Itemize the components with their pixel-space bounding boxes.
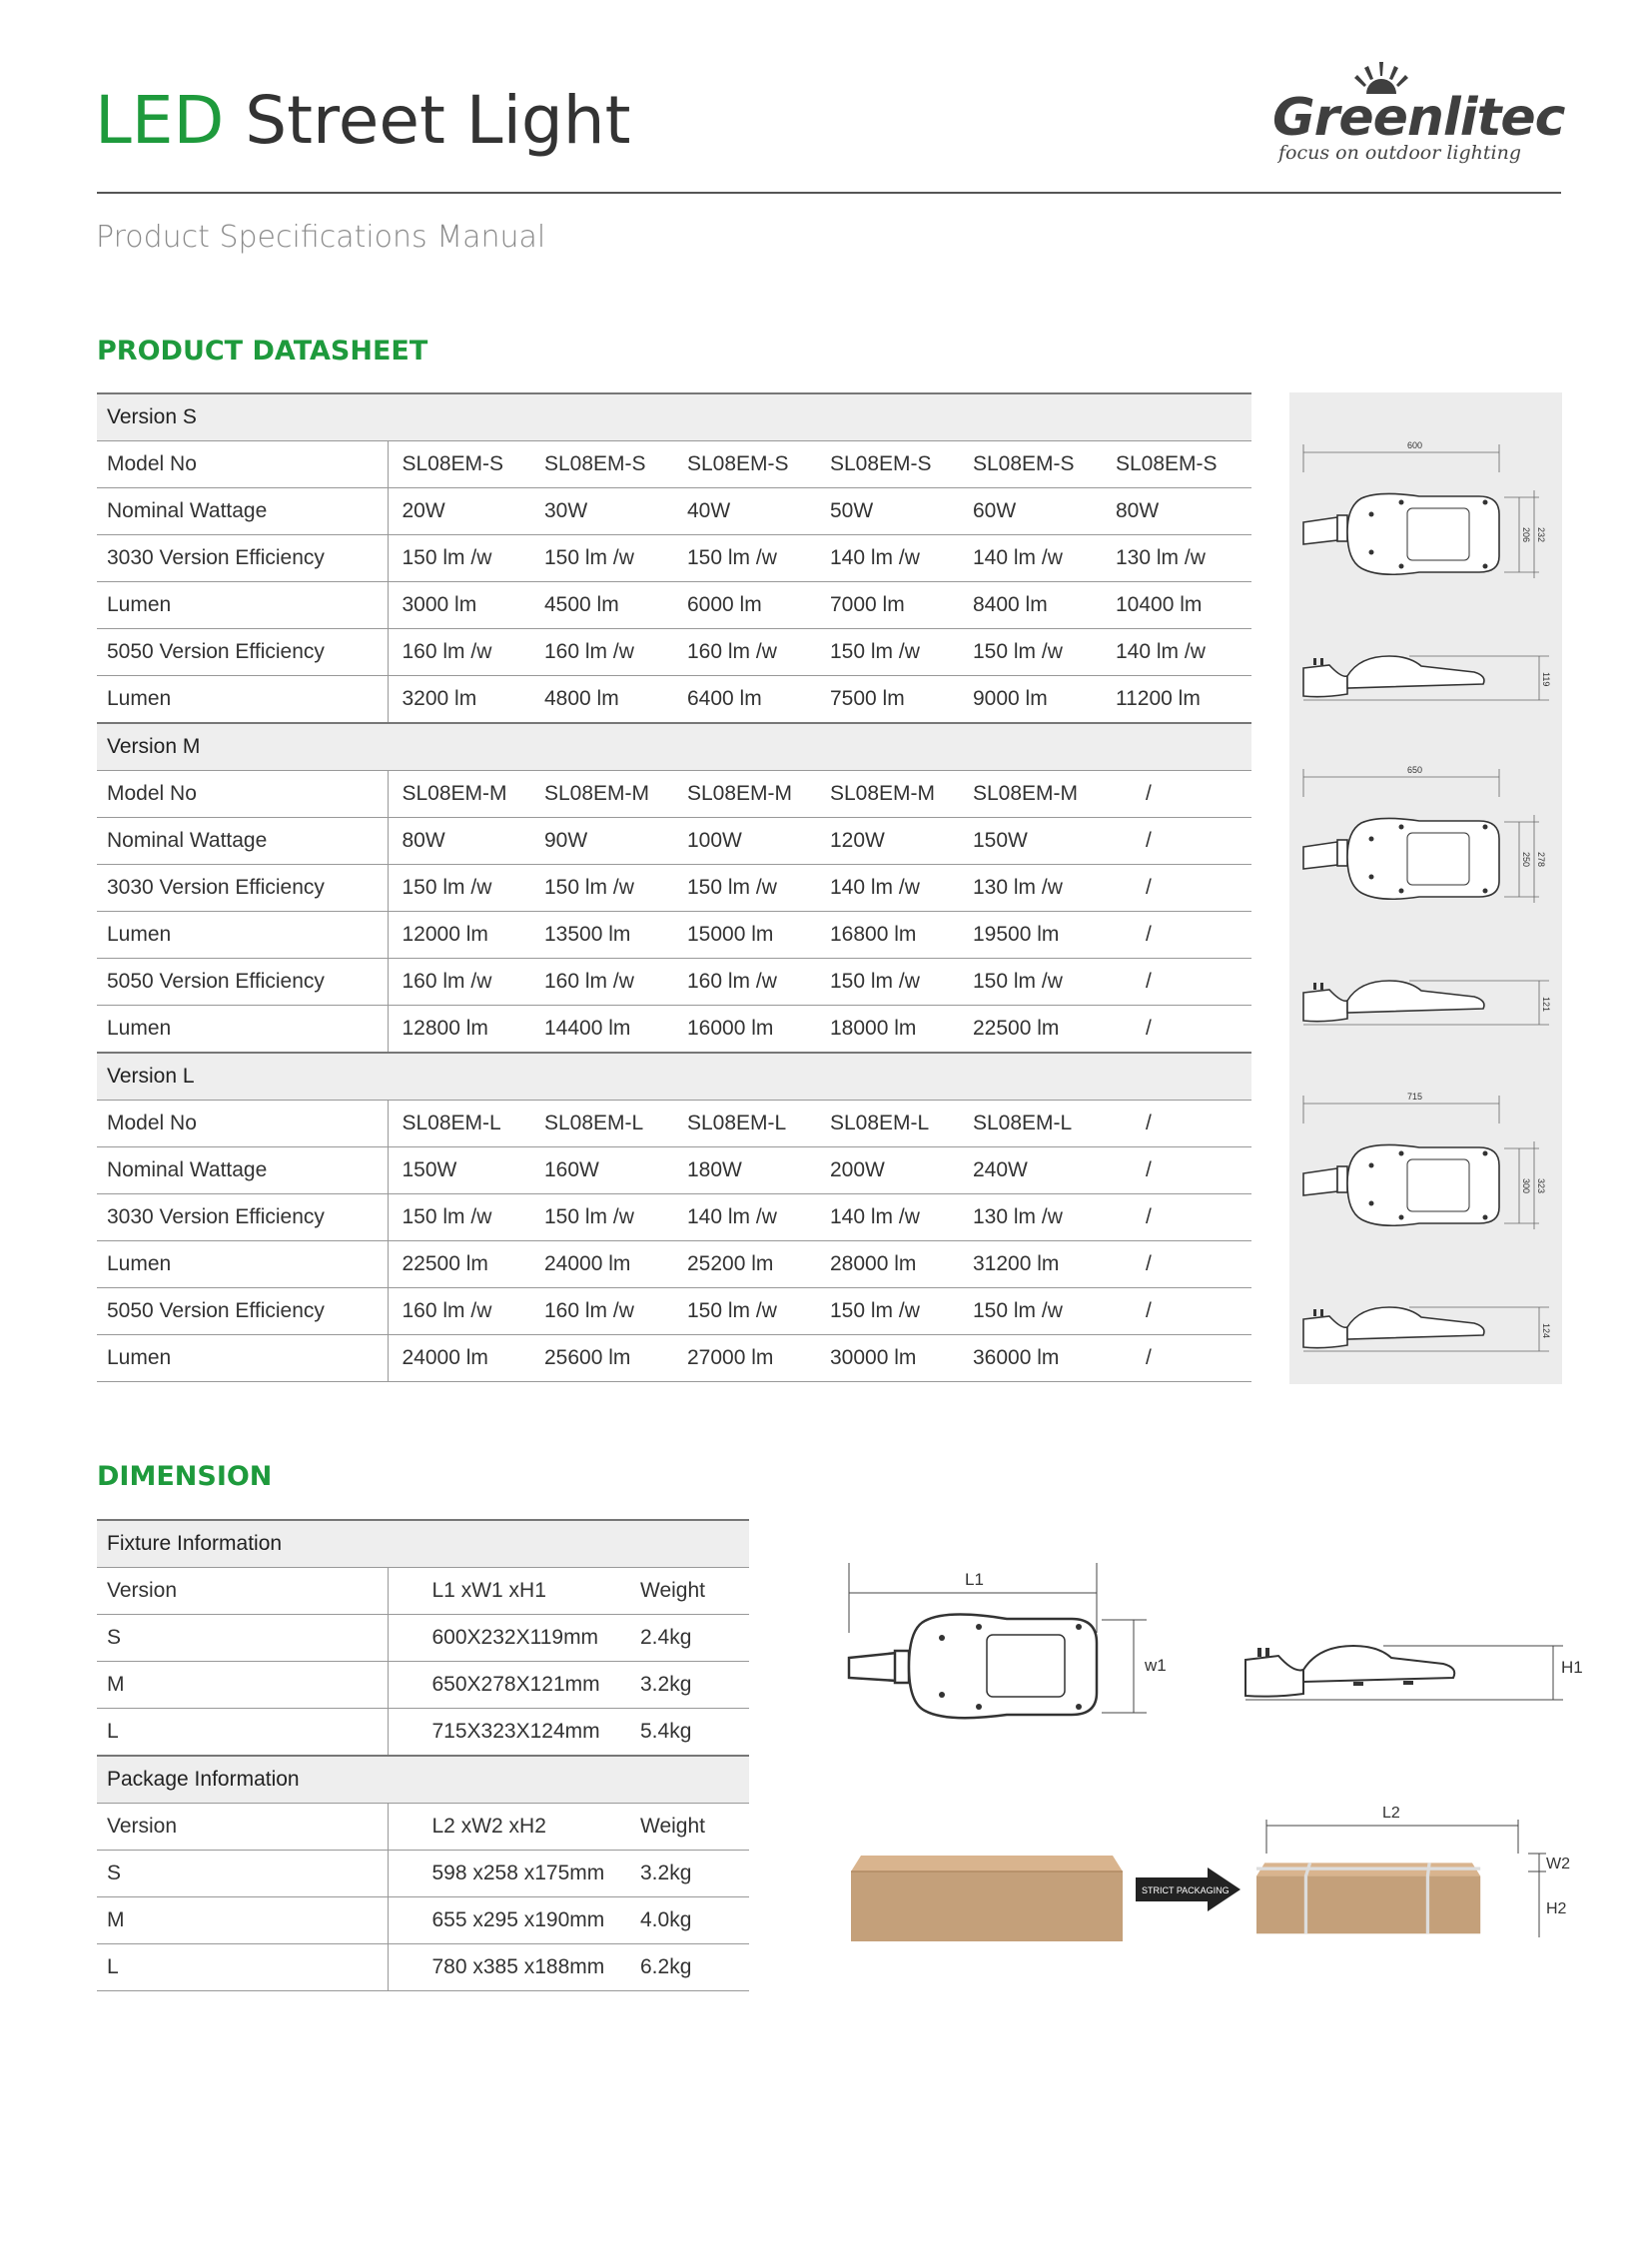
table-cell: 30W	[530, 488, 673, 535]
table-cell: 160 lm /w	[388, 959, 530, 1006]
table-cell-version: Version	[97, 1568, 388, 1615]
table-cell: SL08EM-M	[673, 771, 816, 818]
table-cell-dims: 598 x258 x175mm	[388, 1851, 620, 1897]
table-cell: 4800 lm	[530, 676, 673, 724]
table-row	[97, 959, 1251, 1006]
table-cell-dims: L2 xW2 xH2	[388, 1804, 620, 1851]
table-cell: 160 lm /w	[388, 1288, 530, 1335]
table-row	[97, 771, 1251, 818]
table-cell: 19500 lm	[959, 912, 1102, 959]
fixture-info-header	[97, 1520, 749, 1568]
table-cell-weight: 6.2kg	[620, 1944, 749, 1991]
packaging-arrow-icon	[1136, 1868, 1240, 1911]
row-label: Nominal Wattage	[97, 1147, 388, 1194]
table-cell: 100W	[673, 818, 816, 865]
package-dimension-lines	[1256, 1798, 1586, 1937]
row-label: Lumen	[97, 582, 388, 629]
table-cell: 160 lm /w	[530, 1288, 673, 1335]
table-cell-version: M	[97, 1897, 388, 1944]
table-row	[97, 818, 1251, 865]
table-cell: 160W	[530, 1147, 673, 1194]
table-cell: 36000 lm	[959, 1335, 1102, 1382]
header-divider	[97, 192, 1561, 194]
table-cell: 150W	[388, 1147, 530, 1194]
row-label: Lumen	[97, 1335, 388, 1382]
drawing-width-label: 600	[1407, 440, 1423, 450]
fixture-drawings-panel	[1289, 392, 1562, 1384]
table-cell: 140 lm /w	[1102, 629, 1251, 676]
table-cell-weight: 3.2kg	[620, 1851, 749, 1897]
table-cell: 7500 lm	[816, 676, 959, 724]
table-cell: 25200 lm	[673, 1241, 816, 1288]
table-cell-version: Version	[97, 1804, 388, 1851]
table-cell: SL08EM-L	[673, 1101, 816, 1147]
table-row	[97, 912, 1251, 959]
fixture-drawing-3	[1303, 1096, 1549, 1351]
table-cell: /	[1102, 818, 1251, 865]
version-group-header	[97, 1053, 1251, 1101]
table-cell-weight: 3.2kg	[620, 1662, 749, 1709]
table-cell: 120W	[816, 818, 959, 865]
table-cell: /	[1102, 912, 1251, 959]
table-cell: SL08EM-M	[388, 771, 530, 818]
table-cell: /	[1102, 1101, 1251, 1147]
table-cell: SL08EM-M	[530, 771, 673, 818]
table-cell: 30000 lm	[816, 1335, 959, 1382]
table-row	[97, 441, 1251, 488]
logo-tagline: focus on outdoor lighting	[1278, 142, 1521, 164]
table-cell: 16000 lm	[673, 1006, 816, 1054]
table-cell: 90W	[530, 818, 673, 865]
table-row	[97, 1709, 749, 1757]
table-row	[97, 1194, 1251, 1241]
version-group-title: Version S	[97, 393, 1251, 441]
table-cell: 3200 lm	[388, 676, 530, 724]
datasheet-table	[97, 392, 1251, 1382]
section-title-dimension: DIMENSION	[97, 1461, 273, 1492]
table-cell: 7000 lm	[816, 582, 959, 629]
page-subtitle: Product Specifications Manual	[96, 220, 546, 255]
table-cell: 24000 lm	[530, 1241, 673, 1288]
fixture-column-header	[97, 1568, 749, 1615]
table-cell: 160 lm /w	[388, 629, 530, 676]
table-cell: 130 lm /w	[959, 865, 1102, 912]
fixture-side-view-drawing	[1243, 1618, 1583, 1718]
table-row	[97, 1147, 1251, 1194]
table-row	[97, 1615, 749, 1662]
table-cell-dims: 780 x385 x188mm	[388, 1944, 620, 1991]
table-cell: SL08EM-S	[1102, 441, 1251, 488]
table-cell: 140 lm /w	[673, 1194, 816, 1241]
table-cell: 140 lm /w	[959, 535, 1102, 582]
table-cell: 6000 lm	[673, 582, 816, 629]
table-cell: 20W	[388, 488, 530, 535]
table-cell: 150 lm /w	[959, 629, 1102, 676]
label-h1: H1	[1561, 1658, 1583, 1677]
table-cell: 150 lm /w	[673, 535, 816, 582]
table-row	[97, 582, 1251, 629]
table-cell: 150 lm /w	[530, 1194, 673, 1241]
table-cell: 140 lm /w	[816, 535, 959, 582]
table-cell: /	[1102, 1147, 1251, 1194]
table-cell: 3000 lm	[388, 582, 530, 629]
table-row	[97, 629, 1251, 676]
table-row	[97, 1851, 749, 1897]
row-label: Nominal Wattage	[97, 488, 388, 535]
table-cell: 27000 lm	[673, 1335, 816, 1382]
row-label: 3030 Version Efficiency	[97, 865, 388, 912]
table-cell: 150 lm /w	[530, 535, 673, 582]
row-label: Model No	[97, 771, 388, 818]
table-cell: 22500 lm	[959, 1006, 1102, 1054]
table-cell-version: S	[97, 1851, 388, 1897]
table-cell: 160 lm /w	[673, 629, 816, 676]
table-cell-dims: 650X278X121mm	[388, 1662, 620, 1709]
table-cell: 80W	[388, 818, 530, 865]
table-cell: 150 lm /w	[388, 535, 530, 582]
table-cell: 31200 lm	[959, 1241, 1102, 1288]
table-row	[97, 1241, 1251, 1288]
table-cell: /	[1102, 865, 1251, 912]
row-label: Nominal Wattage	[97, 818, 388, 865]
drawing-outer-label: 232	[1536, 527, 1546, 543]
table-cell-dims: 655 x295 x190mm	[388, 1897, 620, 1944]
fixture-info-header-title: Fixture Information	[97, 1520, 749, 1568]
fixture-top-view-drawing	[847, 1563, 1187, 1733]
table-cell: 140 lm /w	[816, 865, 959, 912]
table-cell: SL08EM-M	[959, 771, 1102, 818]
table-cell: 40W	[673, 488, 816, 535]
table-cell-version: M	[97, 1662, 388, 1709]
drawing-height-label: 119	[1541, 672, 1551, 687]
table-cell: 130 lm /w	[1102, 535, 1251, 582]
package-box-plain	[851, 1854, 1123, 1941]
version-group-header	[97, 393, 1251, 441]
table-cell: 150 lm /w	[673, 1288, 816, 1335]
table-cell: 11200 lm	[1102, 676, 1251, 724]
title-rest: Street Light	[245, 82, 631, 159]
drawing-inner-label: 206	[1521, 527, 1531, 543]
title-accent: LED	[95, 82, 225, 159]
table-cell: SL08EM-S	[816, 441, 959, 488]
table-cell: /	[1102, 959, 1251, 1006]
table-row	[97, 1006, 1251, 1054]
version-group-title: Version L	[97, 1053, 1251, 1101]
row-label: 5050 Version Efficiency	[97, 629, 388, 676]
table-cell-weight: Weight	[620, 1804, 749, 1851]
package-info-header	[97, 1756, 749, 1804]
fixture-drawing-2	[1303, 769, 1549, 1025]
table-cell: /	[1102, 1288, 1251, 1335]
table-cell: SL08EM-S	[388, 441, 530, 488]
table-cell-weight: 5.4kg	[620, 1709, 749, 1757]
table-cell: /	[1102, 771, 1251, 818]
table-cell: 80W	[1102, 488, 1251, 535]
row-label: Lumen	[97, 1006, 388, 1054]
page-title	[95, 82, 631, 159]
row-label: Model No	[97, 1101, 388, 1147]
label-l1: L1	[965, 1570, 984, 1589]
table-cell: 150 lm /w	[388, 865, 530, 912]
table-cell: SL08EM-L	[530, 1101, 673, 1147]
table-cell: /	[1102, 1335, 1251, 1382]
table-cell: 150W	[959, 818, 1102, 865]
table-cell: 130 lm /w	[959, 1194, 1102, 1241]
drawing-outer-label: 323	[1536, 1178, 1546, 1194]
table-row	[97, 1662, 749, 1709]
table-cell-version: L	[97, 1944, 388, 1991]
row-label: 5050 Version Efficiency	[97, 1288, 388, 1335]
table-cell: 15000 lm	[673, 912, 816, 959]
table-cell: 4500 lm	[530, 582, 673, 629]
table-cell-version: S	[97, 1615, 388, 1662]
table-cell-dims: L1 xW1 xH1	[388, 1568, 620, 1615]
logo-brand-text: Greenlitec	[1272, 88, 1565, 148]
table-cell: SL08EM-S	[959, 441, 1102, 488]
table-row	[97, 1288, 1251, 1335]
table-cell: 150 lm /w	[673, 865, 816, 912]
drawing-height-label: 124	[1541, 1323, 1551, 1339]
table-cell: 24000 lm	[388, 1335, 530, 1382]
table-cell: 150 lm /w	[959, 1288, 1102, 1335]
row-label: Lumen	[97, 676, 388, 724]
table-cell: 16800 lm	[816, 912, 959, 959]
table-cell: SL08EM-L	[816, 1101, 959, 1147]
table-cell: 8400 lm	[959, 582, 1102, 629]
drawing-height-label: 121	[1541, 997, 1551, 1013]
table-cell-weight: 2.4kg	[620, 1615, 749, 1662]
row-label: Lumen	[97, 1241, 388, 1288]
table-cell-dims: 600X232X119mm	[388, 1615, 620, 1662]
row-label: 3030 Version Efficiency	[97, 535, 388, 582]
table-cell: 14400 lm	[530, 1006, 673, 1054]
table-cell: 150 lm /w	[816, 959, 959, 1006]
fixture-drawing-1	[1303, 444, 1549, 700]
table-cell: 200W	[816, 1147, 959, 1194]
table-cell: 60W	[959, 488, 1102, 535]
version-group-header	[97, 723, 1251, 771]
fixture-drawings	[1289, 392, 1562, 1384]
version-group-title: Version M	[97, 723, 1251, 771]
drawing-inner-label: 300	[1521, 1178, 1531, 1194]
table-cell: 160 lm /w	[530, 959, 673, 1006]
arrow-label: STRICT PACKAGING	[1142, 1885, 1230, 1895]
table-cell: SL08EM-L	[959, 1101, 1102, 1147]
label-h2: H2	[1546, 1900, 1567, 1917]
table-cell: 13500 lm	[530, 912, 673, 959]
table-cell: 9000 lm	[959, 676, 1102, 724]
table-cell: /	[1102, 1194, 1251, 1241]
row-label: Lumen	[97, 912, 388, 959]
table-cell: 140 lm /w	[816, 1194, 959, 1241]
table-row	[97, 1335, 1251, 1382]
brand-logo	[1268, 60, 1568, 175]
table-cell-weight: 4.0kg	[620, 1897, 749, 1944]
table-cell: 150 lm /w	[959, 959, 1102, 1006]
table-cell: 150 lm /w	[816, 1288, 959, 1335]
package-column-header	[97, 1804, 749, 1851]
table-cell-version: L	[97, 1709, 388, 1757]
package-info-header-title: Package Information	[97, 1756, 749, 1804]
section-title-datasheet: PRODUCT DATASHEET	[97, 336, 428, 367]
table-cell: 150 lm /w	[530, 865, 673, 912]
drawing-inner-label: 250	[1521, 852, 1531, 868]
table-cell: 18000 lm	[816, 1006, 959, 1054]
table-cell: 160 lm /w	[673, 959, 816, 1006]
table-cell: 180W	[673, 1147, 816, 1194]
table-cell: 240W	[959, 1147, 1102, 1194]
row-label: Model No	[97, 441, 388, 488]
table-cell: 22500 lm	[388, 1241, 530, 1288]
table-row	[97, 1944, 749, 1991]
table-cell: 28000 lm	[816, 1241, 959, 1288]
table-row	[97, 1101, 1251, 1147]
table-cell: 25600 lm	[530, 1335, 673, 1382]
row-label: 5050 Version Efficiency	[97, 959, 388, 1006]
drawing-width-label: 650	[1407, 765, 1423, 775]
table-row	[97, 535, 1251, 582]
table-cell: SL08EM-L	[388, 1101, 530, 1147]
table-cell: 6400 lm	[673, 676, 816, 724]
label-w2: W2	[1546, 1856, 1570, 1872]
table-cell-dims: 715X323X124mm	[388, 1709, 620, 1757]
table-cell: 150 lm /w	[816, 629, 959, 676]
table-row	[97, 865, 1251, 912]
table-cell: 150 lm /w	[388, 1194, 530, 1241]
table-cell: 12000 lm	[388, 912, 530, 959]
table-row	[97, 488, 1251, 535]
table-cell: /	[1102, 1006, 1251, 1054]
table-row	[97, 676, 1251, 724]
table-row	[97, 1897, 749, 1944]
table-cell-weight: Weight	[620, 1568, 749, 1615]
table-cell: 50W	[816, 488, 959, 535]
table-cell: 160 lm /w	[530, 629, 673, 676]
label-w1: w1	[1145, 1656, 1167, 1675]
table-cell: /	[1102, 1241, 1251, 1288]
table-cell: SL08EM-S	[530, 441, 673, 488]
table-cell: 10400 lm	[1102, 582, 1251, 629]
drawing-width-label: 715	[1407, 1092, 1423, 1102]
label-l2: L2	[1382, 1805, 1400, 1822]
table-cell: SL08EM-M	[816, 771, 959, 818]
drawing-outer-label: 278	[1536, 852, 1546, 868]
table-cell: SL08EM-S	[673, 441, 816, 488]
table-cell: 12800 lm	[388, 1006, 530, 1054]
row-label: 3030 Version Efficiency	[97, 1194, 388, 1241]
dimension-table	[97, 1519, 749, 1991]
